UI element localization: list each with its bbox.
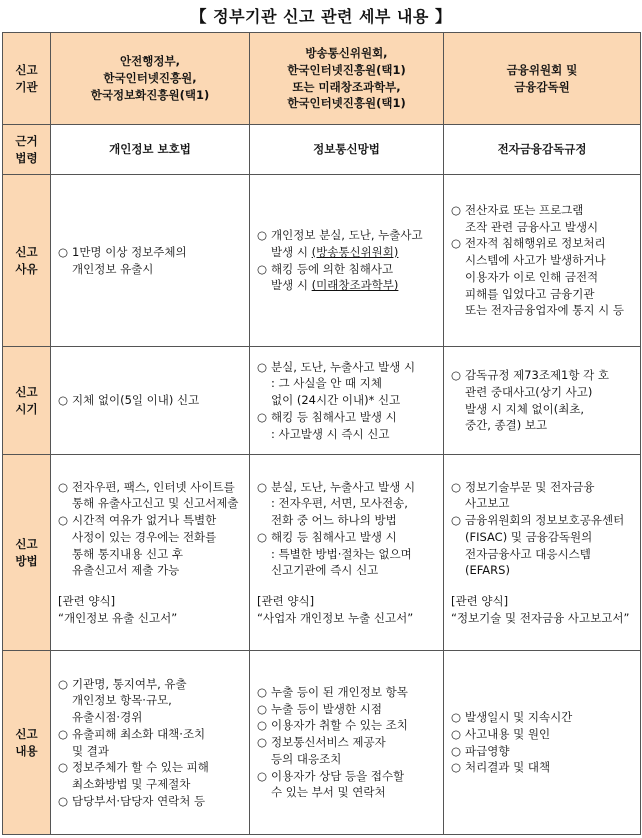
method-row bbox=[3, 455, 641, 651]
law-cell-3: 전자금융감독규정 bbox=[444, 125, 641, 175]
bullet-item bbox=[257, 529, 437, 579]
bullet-line: 감독규정 제73조제1항 각 호 bbox=[465, 368, 610, 383]
bullet-item bbox=[451, 759, 634, 776]
bullet-line: 수 있는 부서 및 연락처 bbox=[271, 785, 386, 800]
bullet-text bbox=[271, 479, 437, 529]
bullet-line: 신고기관에 즉시 신고 bbox=[271, 563, 379, 578]
bullet-line: 없이 (24시간 이내)* 신고 bbox=[271, 393, 401, 408]
bullet-item bbox=[257, 261, 437, 294]
form-label: [관련 양식] bbox=[257, 593, 315, 608]
bullet-line: (FISAC) 및 금융감독원의 bbox=[465, 529, 593, 544]
bullet-line: 등의 대응조치 bbox=[271, 751, 342, 766]
bullet-line: 시간적 여유가 없거나 특별한 bbox=[72, 513, 217, 528]
bullet-line: 기관명, 통지여부, 유출 bbox=[72, 676, 187, 691]
bullet-line: 유출시점·경위 bbox=[72, 710, 143, 725]
bullet-item bbox=[58, 793, 243, 810]
bullet-line: 담당부서·담당자 연락처 등 bbox=[72, 793, 206, 808]
header-corner-cell: 신고 기관 bbox=[3, 33, 51, 125]
bullet-text bbox=[465, 479, 634, 512]
bullet-text bbox=[465, 726, 634, 743]
agency-note: (방송통신위원회) bbox=[311, 244, 399, 259]
bullet-marker: ○ bbox=[451, 710, 462, 725]
bullet-item bbox=[451, 709, 634, 726]
org-header-3: 금융위원회 및 금융감독원 bbox=[444, 33, 641, 125]
reason-cell-3 bbox=[444, 175, 641, 347]
agency-note: (미래창조과학부) bbox=[311, 278, 399, 293]
bullet-item bbox=[451, 512, 634, 579]
bullet-text bbox=[72, 759, 243, 792]
bullet-marker: ○ bbox=[451, 368, 462, 383]
bullet-item bbox=[58, 392, 243, 409]
form-name: “정보기술 및 전자금융 사고보고서” bbox=[451, 610, 630, 625]
content-row-label: 신고 내용 bbox=[3, 651, 51, 835]
bullet-text bbox=[72, 676, 243, 726]
bullet-item bbox=[257, 701, 437, 718]
bullet-line: 통해 통지내용 신고 후 bbox=[72, 546, 183, 561]
bullet-line: 발생 시 (방송통신위원회) bbox=[271, 244, 399, 259]
bullet-line: 분실, 도난, 누출사고 발생 시 bbox=[271, 479, 416, 494]
document-title: 【 정부기관 신고 관련 세부 내용 】 bbox=[190, 7, 452, 26]
form-label: [관련 양식] bbox=[451, 593, 509, 608]
bullet-text bbox=[271, 717, 437, 734]
bullet-line: 해킹 등 침해사고 발생 시 bbox=[271, 529, 397, 544]
bullet-text bbox=[271, 701, 437, 718]
reason-row bbox=[3, 175, 641, 347]
bullet-line: 금융위원회의 정보보호공유센터 bbox=[465, 513, 625, 528]
bullet-marker: ○ bbox=[451, 760, 462, 775]
bullet-marker: ○ bbox=[257, 479, 268, 494]
bullet-item bbox=[451, 367, 634, 434]
bullet-text bbox=[465, 235, 634, 318]
bullet-text bbox=[271, 529, 437, 579]
bullet-line: 1만명 이상 정보주체의 bbox=[72, 244, 187, 259]
bullet-item bbox=[257, 717, 437, 734]
bullet-line: 및 결과 bbox=[72, 743, 109, 758]
bullet-item bbox=[257, 768, 437, 801]
content-cell-1 bbox=[51, 651, 250, 835]
form-name: “사업자 개인정보 누출 신고서” bbox=[257, 610, 414, 625]
timing-row bbox=[3, 347, 641, 455]
law-cell-1: 개인정보 보호법 bbox=[51, 125, 250, 175]
bullet-line: 누출 등이 된 개인정보 항목 bbox=[271, 685, 408, 700]
bullet-item bbox=[58, 479, 243, 512]
org-header-2: 방송통신위원회, 한국인터넷진흥원(택1) 또는 미래창조과학부, 한국인터넷진흥원(택1) bbox=[250, 33, 444, 125]
bullet-line: 발생일시 및 지속시간 bbox=[465, 710, 573, 725]
bullet-marker: ○ bbox=[257, 261, 268, 276]
timing-row-label: 신고 시기 bbox=[3, 347, 51, 455]
bullet-item bbox=[257, 359, 437, 409]
bullet-item bbox=[58, 676, 243, 726]
bullet-marker: ○ bbox=[257, 409, 268, 424]
bullet-item bbox=[257, 684, 437, 701]
bullet-item bbox=[451, 743, 634, 760]
bullet-line: 이용자가 취할 수 있는 조치 bbox=[271, 718, 408, 733]
bullet-marker: ○ bbox=[257, 685, 268, 700]
bullet-line: 사고내용 및 원인 bbox=[465, 726, 551, 741]
bullet-item bbox=[451, 726, 634, 743]
bullet-text bbox=[271, 409, 437, 442]
bullet-marker: ○ bbox=[451, 203, 462, 218]
law-row-label: 근거 법령 bbox=[3, 125, 51, 175]
bullet-marker: ○ bbox=[257, 768, 268, 783]
reason-row-label: 신고 사유 bbox=[3, 175, 51, 347]
bullet-marker: ○ bbox=[58, 676, 69, 691]
bullet-marker: ○ bbox=[58, 393, 69, 408]
reason-cell-1 bbox=[51, 175, 250, 347]
bullet-line: 또는 전자금융업자에 통지 시 등 bbox=[465, 303, 625, 318]
bullet-marker: ○ bbox=[451, 743, 462, 758]
bullet-marker: ○ bbox=[58, 726, 69, 741]
bullet-marker: ○ bbox=[257, 529, 268, 544]
bullet-marker: ○ bbox=[257, 735, 268, 750]
bullet-text bbox=[271, 734, 437, 767]
content-cell-2 bbox=[250, 651, 444, 835]
bullet-line: 정보기술부문 및 전자금융 bbox=[465, 479, 595, 494]
bullet-line: 이용자가 상담 등을 접수할 bbox=[271, 768, 405, 783]
timing-cell-1 bbox=[51, 347, 250, 455]
bullet-line: 개인정보 분실, 도난, 누출사고 bbox=[271, 228, 423, 243]
bullet-line: 해킹 등 침해사고 발생 시 bbox=[271, 409, 397, 424]
bullet-marker: ○ bbox=[451, 236, 462, 251]
bullet-line: 관련 중대사고(상기 사고) bbox=[465, 384, 593, 399]
timing-cell-3 bbox=[444, 347, 641, 455]
method-cell-2 bbox=[250, 455, 444, 651]
bullet-item bbox=[58, 512, 243, 579]
bullet-line: 개인정보 유출시 bbox=[72, 261, 154, 276]
bullet-line: 전자적 침해행위로 정보처리 bbox=[465, 236, 606, 251]
bullet-item bbox=[257, 409, 437, 442]
bullet-text bbox=[271, 227, 437, 260]
bullet-line: 유출신고서 제출 가능 bbox=[72, 563, 180, 578]
bullet-marker: ○ bbox=[257, 359, 268, 374]
bullet-line: 통해 유출사고신고 및 신고서제출 bbox=[72, 496, 239, 511]
bullet-line: 정보주체가 할 수 있는 피해 bbox=[72, 760, 209, 775]
bullet-text bbox=[465, 202, 634, 235]
report-detail-table bbox=[2, 32, 641, 835]
bullet-text bbox=[72, 793, 243, 810]
bullet-line: 누출 등이 발생한 시점 bbox=[271, 701, 382, 716]
bullet-line: : 전자우편, 서면, 모사전송, bbox=[271, 496, 408, 511]
method-row-label: 신고 방법 bbox=[3, 455, 51, 651]
bullet-line: 조작 관련 금융사고 발생시 bbox=[465, 219, 599, 234]
bullet-item bbox=[58, 759, 243, 792]
bullet-item bbox=[257, 734, 437, 767]
bullet-text bbox=[465, 743, 634, 760]
bullet-line: 중간, 종결) 보고 bbox=[465, 418, 548, 433]
bullet-item bbox=[58, 726, 243, 759]
bullet-marker: ○ bbox=[451, 479, 462, 494]
bullet-line: 지체 없이(5일 이내) 신고 bbox=[72, 393, 200, 408]
bullet-line: : 사고발생 시 즉시 신고 bbox=[271, 426, 390, 441]
bullet-text bbox=[465, 759, 634, 776]
bullet-item bbox=[451, 202, 634, 235]
bullet-text bbox=[72, 726, 243, 759]
bullet-line: 전자우편, 팩스, 인터넷 사이트를 bbox=[72, 479, 235, 494]
form-label: [관련 양식] bbox=[58, 593, 116, 608]
bullet-text bbox=[465, 367, 634, 434]
bullet-text bbox=[465, 512, 634, 579]
bullet-item bbox=[257, 479, 437, 529]
method-cell-1 bbox=[51, 455, 250, 651]
method-cell-3 bbox=[444, 455, 641, 651]
bullet-line: 유출피해 최소화 대책·조치 bbox=[72, 726, 206, 741]
bullet-text bbox=[271, 261, 437, 294]
content-row bbox=[3, 651, 641, 835]
bullet-text bbox=[271, 684, 437, 701]
bullet-item bbox=[257, 227, 437, 260]
bullet-text bbox=[271, 359, 437, 409]
bullet-marker: ○ bbox=[257, 701, 268, 716]
bullet-line: 시스템에 사고가 발생하거나 bbox=[465, 253, 606, 268]
bullet-text bbox=[72, 512, 243, 579]
bullet-line: 분실, 도난, 누출사고 발생 시 bbox=[271, 359, 416, 374]
header-row bbox=[3, 33, 641, 125]
bullet-marker: ○ bbox=[451, 726, 462, 741]
bullet-marker: ○ bbox=[257, 718, 268, 733]
bullet-line: 최소화방법 및 구제절차 bbox=[72, 776, 191, 791]
bullet-text bbox=[72, 244, 243, 277]
bullet-line: : 그 사실을 안 때 지체 bbox=[271, 376, 383, 391]
content-cell-3 bbox=[444, 651, 641, 835]
reason-cell-2 bbox=[250, 175, 444, 347]
bullet-line: 사정이 있는 경우에는 전화를 bbox=[72, 529, 217, 544]
bullet-line: 사고보고 bbox=[465, 496, 510, 511]
bullet-text bbox=[72, 479, 243, 512]
bullet-marker: ○ bbox=[257, 228, 268, 243]
bullet-marker: ○ bbox=[58, 760, 69, 775]
bullet-line: 파급영향 bbox=[465, 743, 510, 758]
bullet-line: 해킹 등에 의한 침해사고 bbox=[271, 261, 394, 276]
bullet-marker: ○ bbox=[58, 479, 69, 494]
law-cell-2: 정보통신망법 bbox=[250, 125, 444, 175]
timing-cell-2 bbox=[250, 347, 444, 455]
bullet-line: 전산자료 또는 프로그램 bbox=[465, 203, 584, 218]
bullet-line: 정보통신서비스 제공자 bbox=[271, 735, 386, 750]
bullet-marker: ○ bbox=[58, 513, 69, 528]
bullet-line: 개인정보 항목·규모, bbox=[72, 693, 172, 708]
bullet-line: 이용자가 이로 인해 금전적 bbox=[465, 269, 599, 284]
form-name: “개인정보 유출 신고서” bbox=[58, 610, 178, 625]
bullet-text bbox=[465, 709, 634, 726]
bullet-line: 전화 중 어느 하나의 방법 bbox=[271, 513, 397, 528]
bullet-text bbox=[271, 768, 437, 801]
bullet-line: : 특별한 방법·절차는 없으며 bbox=[271, 546, 412, 561]
bullet-line: 발생 시 지체 없이(최초, bbox=[465, 401, 585, 416]
bullet-line: 전자금융사고 대응시스템(EFARS) bbox=[465, 546, 591, 578]
bullet-item bbox=[58, 244, 243, 277]
law-row bbox=[3, 125, 641, 175]
bullet-marker: ○ bbox=[58, 793, 69, 808]
bullet-line: 피해를 입었다고 금융기관 bbox=[465, 286, 595, 301]
org-header-1: 안전행정부, 한국인터넷진흥원, 한국정보화진흥원(택1) bbox=[51, 33, 250, 125]
bullet-item bbox=[451, 479, 634, 512]
bullet-line: 발생 시 (미래창조과학부) bbox=[271, 278, 399, 293]
bullet-text bbox=[72, 392, 243, 409]
bullet-item bbox=[451, 235, 634, 318]
bullet-line: 처리결과 및 대책 bbox=[465, 760, 551, 775]
bullet-marker: ○ bbox=[451, 513, 462, 528]
bullet-marker: ○ bbox=[58, 244, 69, 259]
